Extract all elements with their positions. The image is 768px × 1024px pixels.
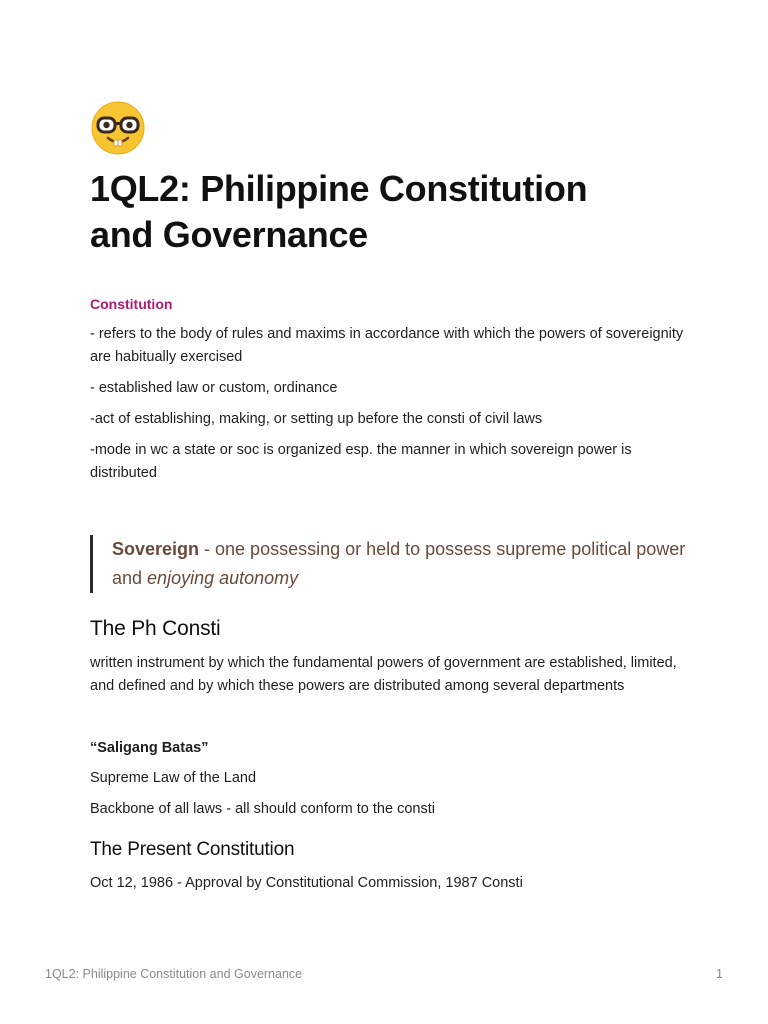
constitution-paragraph-3: -act of establishing, making, or setting up before the consti of civil laws [90,411,543,427]
present-constitution-heading: The Present Constitution [90,839,295,860]
saligang-batas-line-1: Supreme Law of the Land [90,770,257,786]
nerd-face-icon [90,100,146,156]
quote-text: - one possessing or held to possess supreme political power and [112,539,686,588]
footer-page-number: 1 [716,967,723,981]
page-title [90,166,690,258]
sovereign-quote [90,535,690,593]
page-footer [45,965,723,983]
ph-consti-paragraph: written instrument by which the fundamental powers of government are established, limited, and defined and by which these powers are distributed among several departments [90,655,677,694]
footer-title: 1QL2: Philippine Constitution and Governance [45,967,303,981]
saligang-batas-heading: “Saligang Batas” [90,740,209,756]
present-constitution-line: Oct 12, 1986 - Approval by Constitutional Commission, 1987 Consti [90,875,523,891]
page-title-line-2: and Governance [90,214,368,255]
quote-emphasis: enjoying autonomy [147,568,299,588]
constitution-paragraph-2: - established law or custom, ordinance [90,380,338,396]
ph-consti-heading: The Ph Consti [90,617,221,640]
constitution-paragraph-1: - refers to the body of rules and maxims in accordance with which the powers of sovereignity are habitually exercised [90,326,684,365]
page-title-line-1: 1QL2: Philippine Constitution [90,168,588,209]
constitution-paragraph-4: -mode in wc a state or soc is organized esp. the manner in which sovereign power is distributed [90,442,632,481]
saligang-batas-line-2: Backbone of all laws - all should conform to the consti [90,801,435,817]
constitution-label: Constitution [90,296,173,312]
quote-term: Sovereign [112,539,200,559]
document-page [90,100,690,895]
